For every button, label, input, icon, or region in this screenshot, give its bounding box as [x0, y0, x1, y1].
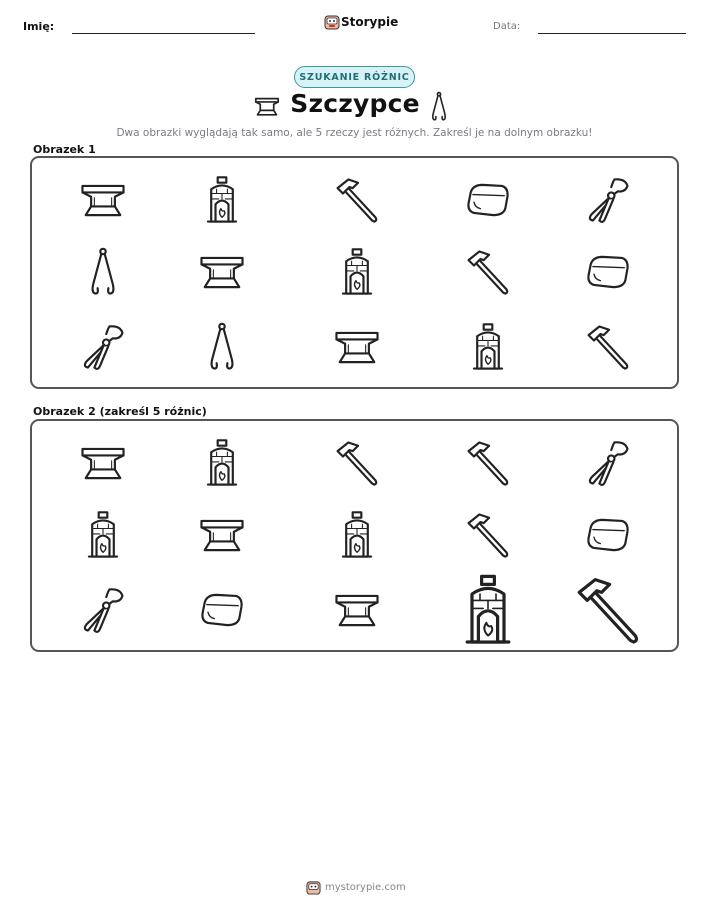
hammer-icon[interactable]	[330, 436, 384, 490]
anvil-icon[interactable]	[195, 508, 249, 562]
name-label: Imię:	[23, 20, 55, 33]
picture2-panel[interactable]	[30, 419, 679, 652]
forge-icon	[461, 320, 515, 374]
stone-icon[interactable]	[581, 508, 635, 562]
tongs-icon	[76, 245, 130, 299]
hammer-icon	[581, 320, 635, 374]
picture2-label: Obrazek 2 (zakreśl 5 różnic)	[33, 405, 207, 418]
forge-icon[interactable]	[76, 508, 130, 562]
pliers-icon[interactable]	[76, 583, 130, 637]
tongs-icon	[195, 320, 249, 374]
hammer-icon[interactable]	[568, 570, 648, 650]
name-field[interactable]	[72, 33, 255, 34]
stone-icon[interactable]	[195, 583, 249, 637]
footer-logo-icon	[306, 880, 321, 895]
anvil-icon	[330, 320, 384, 374]
stone-icon	[461, 173, 515, 227]
hammer-icon[interactable]	[461, 436, 515, 490]
forge-icon[interactable]	[448, 570, 528, 650]
picture1-panel	[30, 156, 679, 389]
page-title: Szczypce	[290, 89, 420, 118]
anvil-icon	[195, 245, 249, 299]
activity-badge: SZUKANIE RÓŻNIC	[294, 66, 415, 88]
hammer-icon	[461, 245, 515, 299]
title-tongs-icon	[428, 91, 450, 123]
picture1-label: Obrazek 1	[33, 143, 96, 156]
stone-icon	[581, 245, 635, 299]
anvil-icon[interactable]	[76, 436, 130, 490]
forge-icon[interactable]	[195, 436, 249, 490]
title-anvil-icon	[253, 93, 281, 121]
date-label: Data:	[493, 21, 521, 32]
storypie-logo-icon	[324, 14, 340, 30]
instructions: Dwa obrazki wyglądają tak samo, ale 5 rzeczy jest różnych. Zakreśl je na dolnym obrazku!	[116, 127, 593, 139]
pliers-icon	[76, 320, 130, 374]
date-field[interactable]	[538, 33, 686, 34]
pliers-icon	[581, 173, 635, 227]
forge-icon	[195, 173, 249, 227]
anvil-icon[interactable]	[330, 583, 384, 637]
hammer-icon[interactable]	[461, 508, 515, 562]
forge-icon	[330, 245, 384, 299]
anvil-icon	[76, 173, 130, 227]
footer-site: mystorypie.com	[325, 882, 406, 893]
hammer-icon	[330, 173, 384, 227]
brand-name: Storypie	[341, 15, 399, 29]
pliers-icon[interactable]	[581, 436, 635, 490]
forge-icon[interactable]	[330, 508, 384, 562]
